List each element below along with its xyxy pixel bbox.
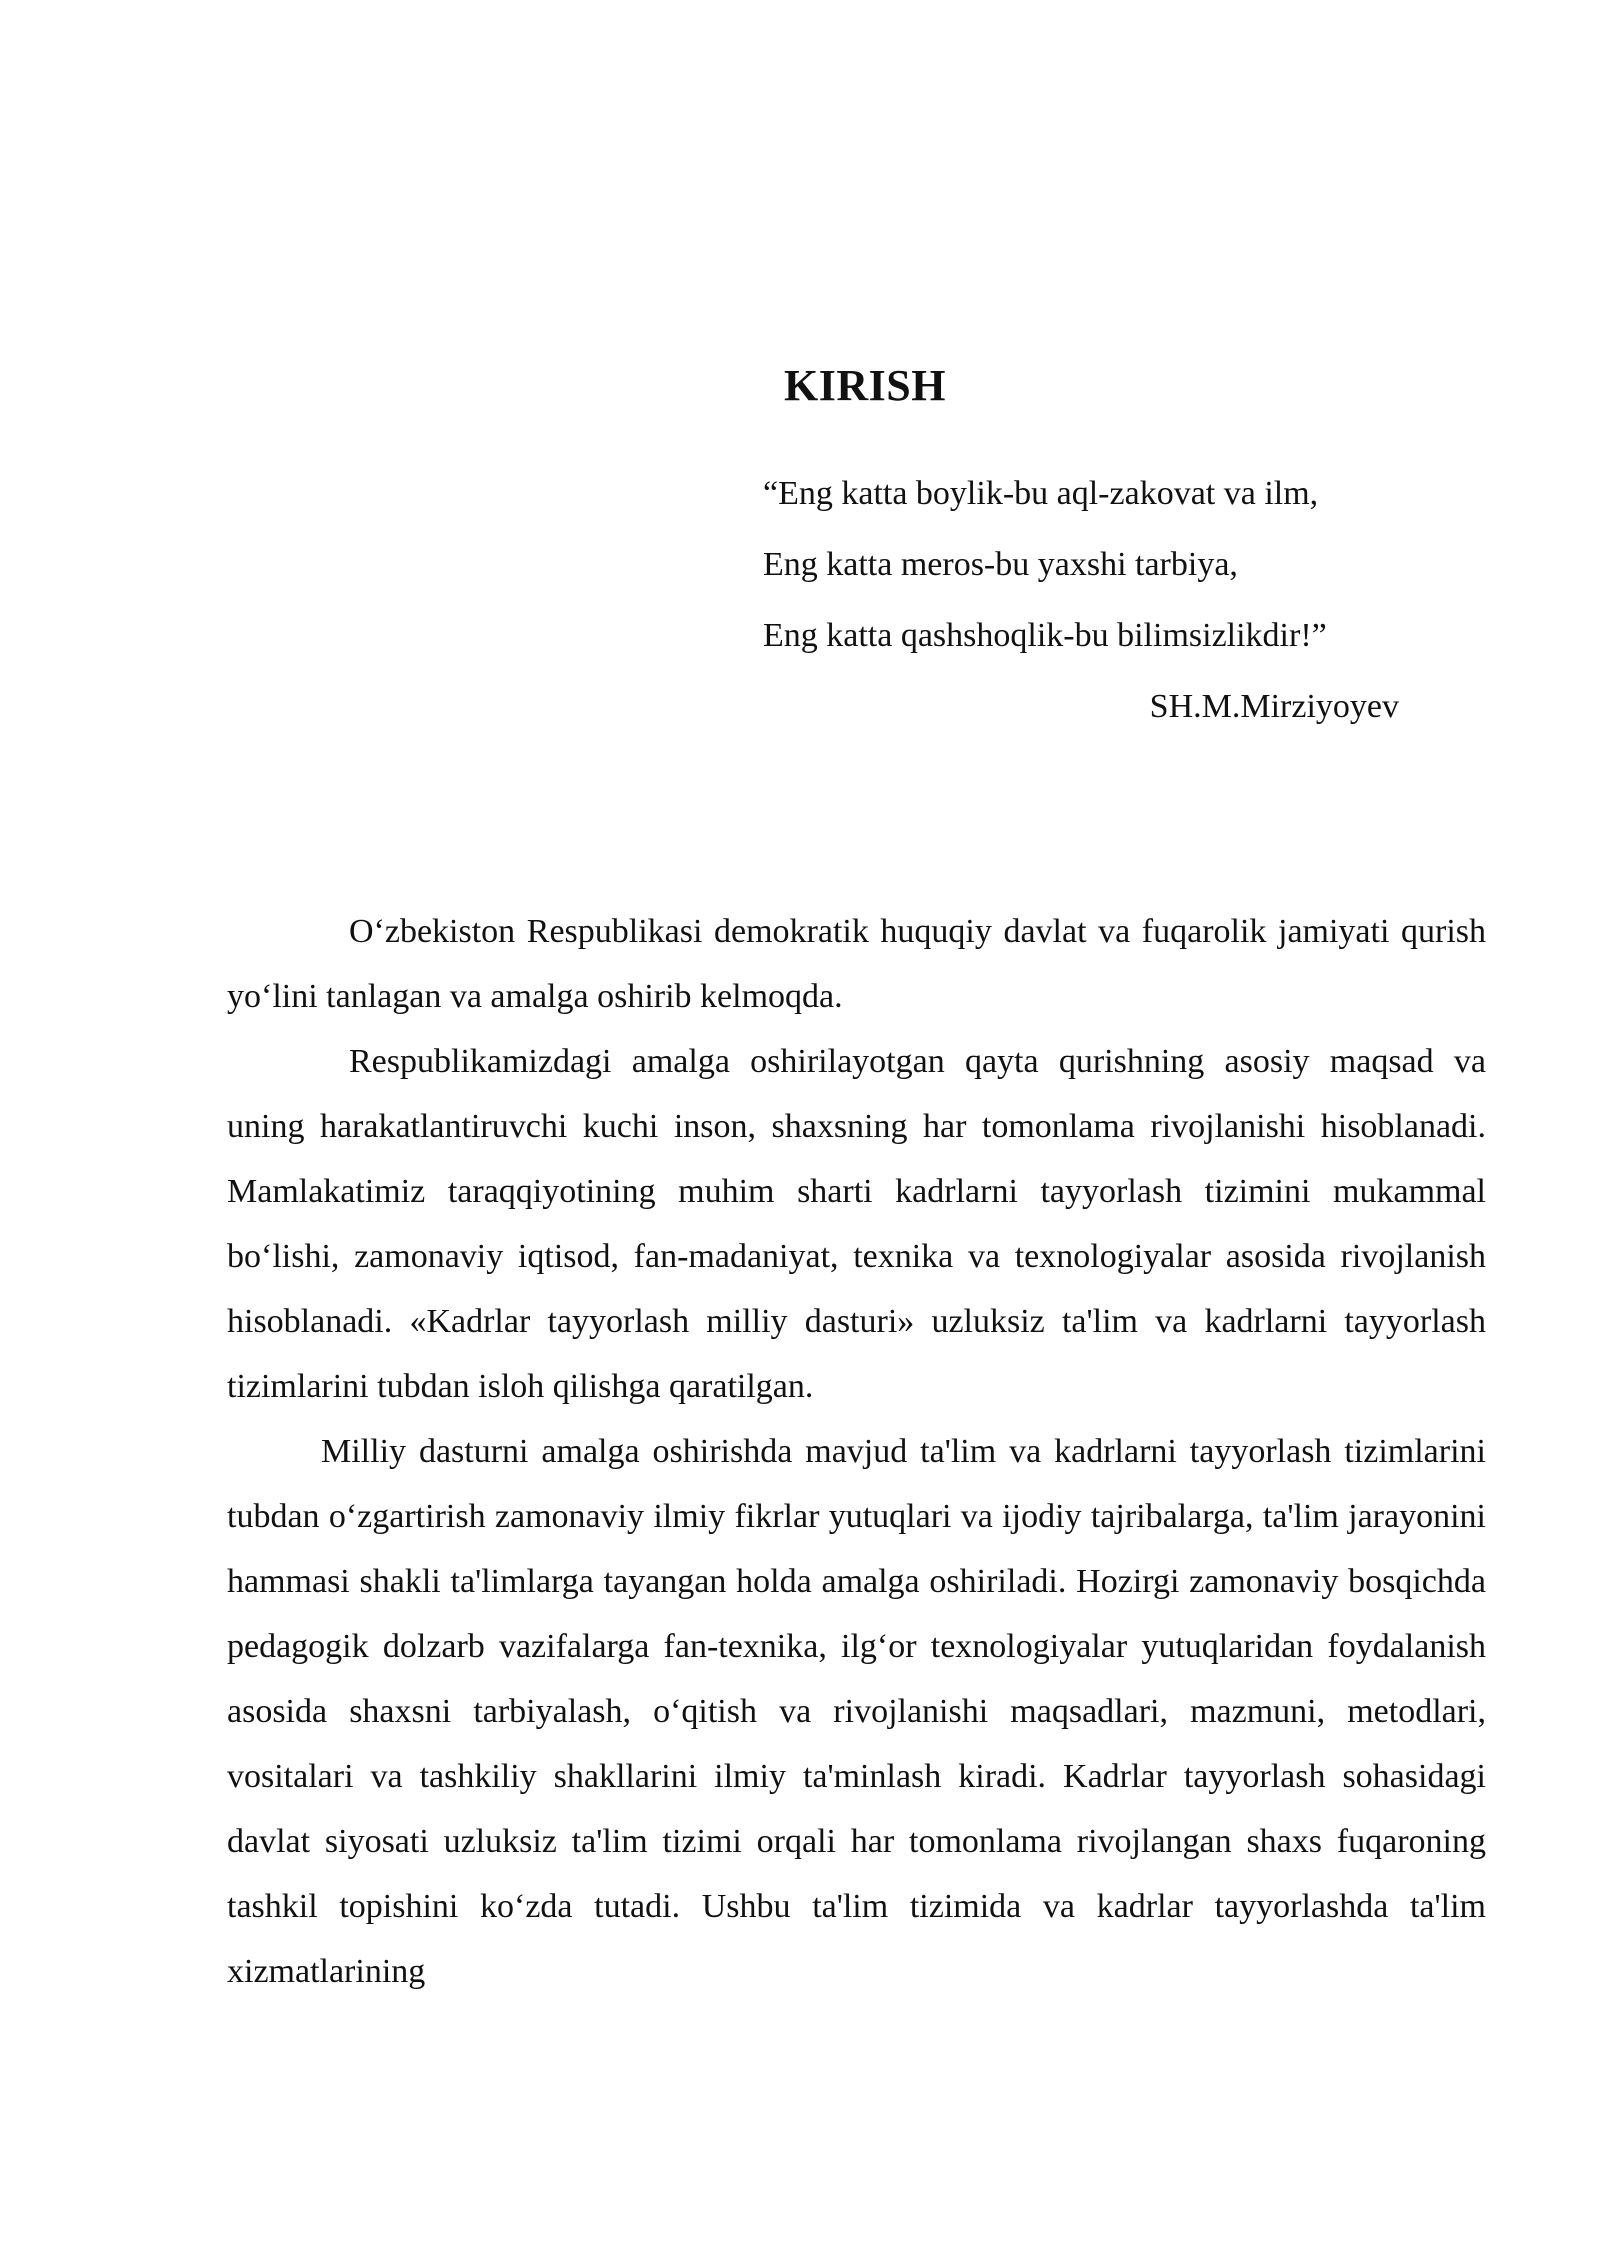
body-text <box>227 899 1486 2004</box>
epigraph-line: Eng katta meros-bu yaxshi tarbiya, <box>763 546 1238 583</box>
epigraph-author: SH.M.Mirziyoyev <box>1149 688 1399 725</box>
paragraph: Milliy dasturni amalga oshirishda mavjud ta'lim va kadrlarni tayyorlash tizimlarini tubdan o‘zgartirish zamonaviy ilmiy fikrlar yutuqlari va ijodiy tajribalarga, ta'lim jarayonini hammasi shakli ta'limlarga tayangan holda amalga oshiriladi. Hozirgi zamonaviy bosqichda pedagogik dolzarb vazifalarga fan-texnika, ilg‘or texnologiyalar yutuqlaridan foydalanish asosida shaxsni tarbiyalash, o‘qitish va rivojlanishi maqsadlari, mazmuni, metodlari, vositalari va tashkiliy shakllarini ilmiy ta'minlash kiradi. Kadrlar tayyorlash sohasidagi davlat siyosati uzluksiz ta'lim tizimi orqali har tomonlama rivojlangan shaxs fuqaroning tashkil topishini ko‘zda tutadi. Ushbu ta'lim tizimida va kadrlar tayyorlashda ta'lim xizmatlarining <box>227 1433 1486 1990</box>
epigraph-line: “Eng katta boylik-bu aql-zakovat va ilm, <box>763 475 1319 512</box>
page-title: KIRISH <box>784 361 946 410</box>
paragraph: Respublikamizdagi amalga oshirilayotgan qayta qurishning asosiy maqsad va uning harakatlantiruvchi kuchi inson, shaxsning har tomonlama rivojlanishi hisoblanadi. Mamlakatimiz taraqqiyotining muhim sharti kadrlarni tayyorlash tizimini mukammal bo‘lishi, zamonaviy iqtisod, fan-madaniyat, texnika va texnologiyalar asosida rivojlanish hisoblanadi. «Kadrlar tayyorlash milliy dasturi» uzluksiz ta'lim va kadrlarni tayyorlash tizimlarini tubdan isloh qilishga qaratilgan. <box>227 1043 1486 1405</box>
epigraph <box>763 458 1403 742</box>
epigraph-line: Eng katta qashshoqlik-bu bilimsizlikdir!” <box>763 617 1327 654</box>
paragraph: O‘zbekiston Respublikasi demokratik huquqiy davlat va fuqarolik jamiyati qurish yo‘lini tanlagan va amalga oshirib kelmoqda. <box>227 913 1486 1015</box>
